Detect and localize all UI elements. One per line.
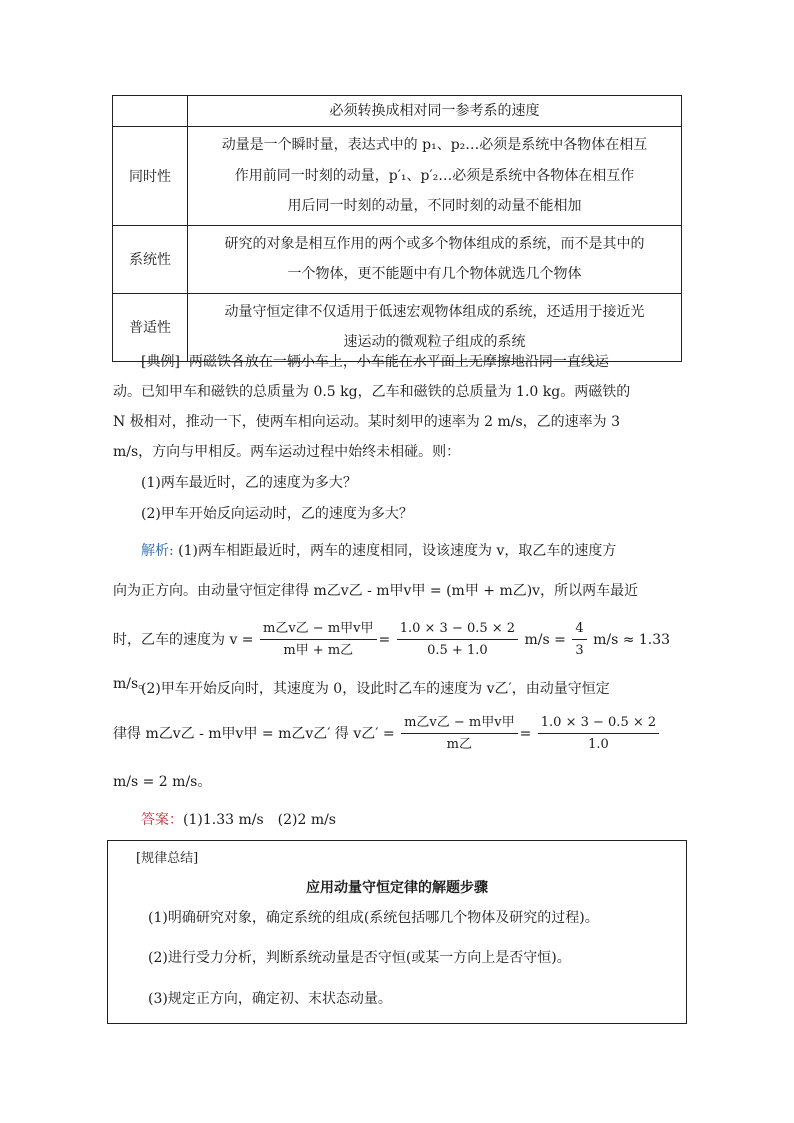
fraction-denominator: 0.5 + 1.0 [427,642,488,658]
fraction [401,713,518,756]
equation-prefix: 律得 m乙v乙 - m甲v甲 = m乙v乙′ 得 v乙′ = [113,726,395,742]
fraction [538,713,659,756]
row-heading: 普适性 [113,293,188,361]
answer-label: 答案 [141,812,169,828]
equation-unit: m/s = [524,632,566,648]
example-line: N 极相对，推动一下，使两车相向运动。某时刻甲的速率为 2 m/s，乙的速率为 3 [113,414,621,430]
solution-paragraph [113,536,683,567]
solution-equation-1: 时，乙车的速度为 v = $\frac{\text{m乙v乙 − m甲v甲}}{\text{m甲 + m乙}}$ = $\frac{1.0 \times 3 - 0.5 \times 2}{0.5 + 1.0}$ m/s = $\frac{4}{3}$ m/s ≈ 1.33 m/s。 [113,620,671,692]
solution-line: 向为正方向。由动量守恒定律得 m乙v乙 - m甲v甲 = (m甲 + m乙)v，所以两车最近 [113,583,639,599]
example-label: [典例] [141,354,180,370]
solution-line: (2)甲车开始反向时，其速度为 0，设此时乙车的速度为 v乙′，由动量守恒定 [141,681,610,697]
summary-step: (3)规定正方向，确定初、末状态动量。 [148,991,392,1007]
table-row [113,225,682,293]
solution-line: (1)两车相距最近时，两车的速度相同，设该速度为 v，取乙车的速度方 [178,543,617,559]
cell-line: 研究的对象是相互作用的两个或多个物体组成的系统，而不是其中的 [224,235,645,252]
question-2: (2)甲车开始反向运动时，乙的速度为多大？ [141,506,413,522]
summary-title: 应用动量守恒定律的解题步骤 [306,880,488,896]
summary-step: (1)明确研究对象，确定系统的组成(系统包括哪几个物体及研究的过程)。 [148,910,599,926]
example-paragraph [113,347,683,378]
summary-box [107,840,687,1024]
row-heading: 同时性 [113,127,188,226]
answer-colon: ： [169,812,183,828]
question-1: (1)两车最近时，乙的速度为多大？ [141,475,357,491]
table-cell: 必须转换成相对同一参考系的速度 [188,96,682,127]
cell-line: 动量守恒定律不仅适用于低速宏观物体组成的系统，还适用于接近光 [224,303,645,320]
fraction [260,619,377,662]
equation-prefix: 时，乙车的速度为 v = [113,632,254,648]
equation-result: m/s ≈ 1.33 m/s。 [113,632,671,692]
fraction-numerator: 1.0 × 3 − 0.5 × 2 [397,619,518,640]
example-line: m/s，方向与甲相反。两车运动过程中始终未相碰。则： [113,444,461,460]
solution-equation-2: 律得 m乙v乙 - m甲v甲 = m乙v乙′ 得 v乙′ = $\frac{\text{m乙v乙 − m甲v甲}}{\text{m乙}}$ = $\frac{1.0 \times 3 - 0.5 \times 2}{1.0}$ [113,712,683,756]
cell-line: 速运动的微观粒子组成的系统 [343,334,526,350]
fraction-denominator: m乙 [446,736,472,752]
row-heading: 系统性 [113,225,188,293]
fraction-numerator: 1.0 × 3 − 0.5 × 2 [538,713,659,734]
fraction-numerator: m乙v乙 − m甲v甲 [401,713,518,734]
summary-tag: [规律总结] [136,851,199,866]
example-line: 动。已知甲车和磁铁的总质量为 0.5 kg，乙车和磁铁的总质量为 1.0 kg。两磁铁的 [113,384,631,400]
table-row [113,127,682,226]
summary-step: (2)进行受力分析，判断系统动量是否守恒(或某一方向上是否守恒)。 [148,950,571,966]
table-cell [188,225,682,293]
table-row [113,96,682,127]
example-line: 两磁铁各放在一辆小车上，小车能在水平面上无摩擦地沿同一直线运 [188,354,609,370]
table-cell [188,127,682,226]
fraction-denominator: m甲 + m乙 [283,642,354,658]
cell-line: 动量是一个瞬时量，表达式中的 p₁、p₂…必须是系统中各物体在相互 [221,137,648,153]
answer-paragraph [113,805,683,836]
cell-line: 一个物体，更不能题中有几个物体就选几个物体 [287,266,582,282]
answer-text: (1)1.33 m/s (2)2 m/s [183,812,336,828]
fraction-numerator: m乙v乙 − m甲v甲 [260,619,377,640]
solution-line: m/s = 2 m/s。 [113,774,212,790]
cell-line: 用后同一时刻的动量，不同时刻的动量不能相加 [287,198,582,214]
solution-colon: : [169,543,174,559]
fraction-numerator: 4 [572,619,586,640]
fraction [572,619,586,662]
cell-line: 作用前同一时刻的动量，p′₁、p′₂…必须是系统中各物体在相互作 [234,167,635,184]
fraction [397,619,518,662]
properties-table [112,95,682,362]
fraction-denominator: 1.0 [588,736,609,752]
table-cell-empty [113,96,188,127]
solution-label: 解析 [141,543,169,559]
fraction-denominator: 3 [575,642,584,658]
